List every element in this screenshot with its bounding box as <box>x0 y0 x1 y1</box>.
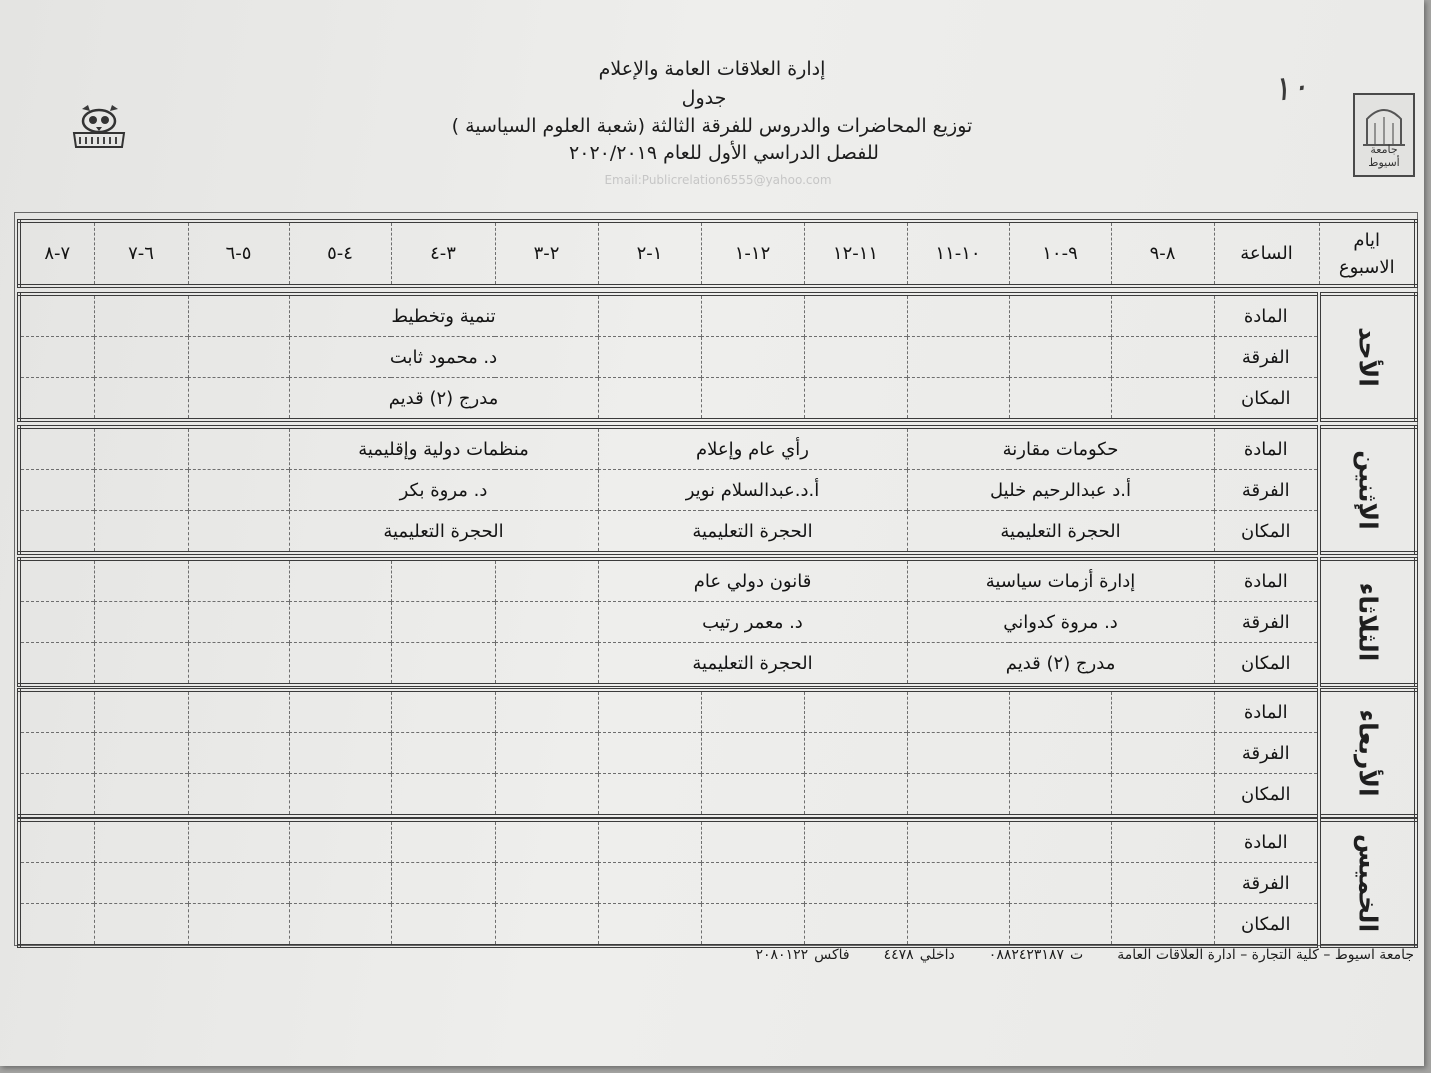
empty-slot-cell <box>598 863 701 904</box>
empty-slot-cell <box>598 820 701 863</box>
schedule-subtitle: توزيع المحاضرات والدروس للفرقة الثالثة (شعبة العلوم السياسية ) <box>451 115 973 137</box>
empty-slot-cell <box>188 337 289 378</box>
empty-slot-cell <box>19 559 94 602</box>
empty-slot-cell <box>907 820 1009 863</box>
footer-fax <box>756 947 850 963</box>
empty-slot-cell <box>94 820 188 863</box>
empty-slot-cell <box>289 559 391 602</box>
empty-slot-cell <box>188 470 289 511</box>
row-label-subject: المادة <box>1214 820 1319 863</box>
empty-slot-cell <box>94 337 188 378</box>
empty-slot-cell <box>804 690 907 733</box>
footer-extension <box>884 947 955 963</box>
row-place <box>19 511 1416 554</box>
empty-slot-cell <box>701 863 804 904</box>
empty-slot-cell <box>1009 294 1111 337</box>
session-place: الحجرة التعليمية <box>598 511 907 554</box>
empty-slot-cell <box>1009 337 1111 378</box>
empty-slot-cell <box>495 863 598 904</box>
day-block <box>17 688 1418 818</box>
session-place: الحجرة التعليمية <box>289 511 598 554</box>
empty-slot-cell <box>94 511 188 554</box>
row-subject <box>19 690 1416 733</box>
row-label-place: المكان <box>1214 378 1319 421</box>
empty-slot-cell <box>188 863 289 904</box>
day-name: الإثنين <box>1353 450 1383 530</box>
empty-slot-cell <box>1111 690 1214 733</box>
session-place: الحجرة التعليمية <box>907 511 1214 554</box>
empty-slot-cell <box>188 904 289 947</box>
empty-slot-cell <box>391 559 495 602</box>
empty-slot-cell <box>598 690 701 733</box>
empty-slot-cell <box>701 337 804 378</box>
row-lecturer <box>19 602 1416 643</box>
session-lecturer: د. مروة كدواني <box>907 602 1214 643</box>
session-subject: قانون دولي عام <box>598 559 907 602</box>
row-label-place: المكان <box>1214 643 1319 686</box>
row-label-lecturer: الفرقة <box>1214 733 1319 774</box>
day-name: الثلاثاء <box>1353 582 1383 662</box>
empty-slot-cell <box>94 294 188 337</box>
university-logo-text: جامعة أسيوط <box>1368 143 1400 169</box>
session-lecturer: د. معمر رتيب <box>598 602 907 643</box>
row-label-subject: المادة <box>1214 559 1319 602</box>
empty-slot-cell <box>188 820 289 863</box>
day-block <box>17 292 1418 422</box>
row-lecturer <box>19 733 1416 774</box>
empty-slot-cell <box>289 863 391 904</box>
empty-slot-cell <box>188 774 289 817</box>
footer-extension-label: داخلي <box>919 947 955 963</box>
row-place <box>19 904 1416 947</box>
empty-slot-cell <box>188 733 289 774</box>
empty-slot-cell <box>94 904 188 947</box>
row-label-lecturer: الفرقة <box>1214 337 1319 378</box>
row-subject <box>19 559 1416 602</box>
empty-slot-cell <box>598 904 701 947</box>
empty-slot-cell <box>289 733 391 774</box>
hour-column-header: الساعة <box>1214 221 1319 286</box>
empty-slot-cell <box>391 602 495 643</box>
empty-slot-cell <box>495 733 598 774</box>
empty-slot-cell <box>94 774 188 817</box>
empty-slot-cell <box>701 378 804 421</box>
empty-slot-cell <box>289 820 391 863</box>
time-slot-header: ١٢-١ <box>701 221 804 286</box>
footer-extension-number: ٤٤٧٨ <box>883 947 914 963</box>
empty-slot-cell <box>1009 820 1111 863</box>
empty-slot-cell <box>1009 733 1111 774</box>
row-label-subject: المادة <box>1214 427 1319 470</box>
empty-slot-cell <box>19 427 94 470</box>
empty-slot-cell <box>804 733 907 774</box>
row-subject <box>19 820 1416 863</box>
empty-slot-cell <box>391 863 495 904</box>
empty-slot-cell <box>94 470 188 511</box>
row-place <box>19 378 1416 421</box>
session-subject: تنمية وتخطيط <box>289 294 598 337</box>
empty-slot-cell <box>1009 863 1111 904</box>
empty-slot-cell <box>391 820 495 863</box>
row-subject <box>19 294 1416 337</box>
empty-slot-cell <box>391 774 495 817</box>
empty-slot-cell <box>1111 294 1214 337</box>
row-label-place: المكان <box>1214 774 1319 817</box>
empty-slot-cell <box>289 774 391 817</box>
day-block <box>17 557 1418 687</box>
time-slot-header: ٨-٩ <box>1111 221 1214 286</box>
empty-slot-cell <box>907 378 1009 421</box>
session-lecturer: د. مروة بكر <box>289 470 598 511</box>
empty-slot-cell <box>804 904 907 947</box>
academic-term: للفصل الدراسي الأول للعام ٢٠٢٠/٢٠١٩ <box>569 142 879 164</box>
day-cell <box>1319 294 1416 420</box>
day-cell <box>1319 559 1416 685</box>
days-column-header: ايام الاسبوع <box>1319 221 1416 286</box>
session-place: مدرج (٢) قديم <box>289 378 598 421</box>
day-cell <box>1319 427 1416 553</box>
empty-slot-cell <box>701 774 804 817</box>
empty-slot-cell <box>598 294 701 337</box>
session-subject: إدارة أزمات سياسية <box>907 559 1214 602</box>
empty-slot-cell <box>701 690 804 733</box>
department-title: إدارة العلاقات العامة والإعلام <box>598 58 826 80</box>
empty-slot-cell <box>19 470 94 511</box>
row-lecturer <box>19 337 1416 378</box>
empty-slot-cell <box>19 378 94 421</box>
session-place: الحجرة التعليمية <box>598 643 907 686</box>
empty-slot-cell <box>907 690 1009 733</box>
empty-slot-cell <box>1009 690 1111 733</box>
footer-fax-label: فاكس <box>814 947 850 963</box>
time-slot-header: ٤-٥ <box>289 221 391 286</box>
empty-slot-cell <box>804 294 907 337</box>
empty-slot-cell <box>907 904 1009 947</box>
empty-slot-cell <box>1111 378 1214 421</box>
empty-slot-cell <box>1111 774 1214 817</box>
day-name: الأربعاء <box>1353 709 1382 797</box>
footer-phone <box>989 947 1083 963</box>
session-subject: منظمات دولية وإقليمية <box>289 427 598 470</box>
empty-slot-cell <box>1111 337 1214 378</box>
empty-slot-cell <box>188 511 289 554</box>
handwritten-page-mark: ١٠ <box>1269 65 1312 111</box>
empty-slot-cell <box>19 733 94 774</box>
empty-slot-cell <box>804 863 907 904</box>
row-label-lecturer: الفرقة <box>1214 470 1319 511</box>
empty-slot-cell <box>188 378 289 421</box>
session-place: مدرج (٢) قديم <box>907 643 1214 686</box>
empty-slot-cell <box>19 643 94 686</box>
empty-slot-cell <box>907 733 1009 774</box>
empty-slot-cell <box>94 643 188 686</box>
empty-slot-cell <box>94 559 188 602</box>
empty-slot-cell <box>188 427 289 470</box>
day-cell <box>1319 820 1416 946</box>
empty-slot-cell <box>804 337 907 378</box>
row-label-subject: المادة <box>1214 690 1319 733</box>
empty-slot-cell <box>1009 904 1111 947</box>
empty-slot-cell <box>289 602 391 643</box>
schedule-table <box>14 212 1418 946</box>
empty-slot-cell <box>289 690 391 733</box>
empty-slot-cell <box>598 733 701 774</box>
empty-slot-cell <box>19 337 94 378</box>
day-block <box>17 425 1418 555</box>
empty-slot-cell <box>701 820 804 863</box>
time-slot-header: ٦-٧ <box>94 221 188 286</box>
empty-slot-cell <box>94 863 188 904</box>
empty-slot-cell <box>1111 904 1214 947</box>
empty-slot-cell <box>804 774 907 817</box>
day-cell <box>1319 690 1416 816</box>
footer-organization: جامعة اسيوط – كلية التجارة – ادارة العلاقات العامة <box>1117 947 1414 963</box>
empty-slot-cell <box>907 294 1009 337</box>
empty-slot-cell <box>19 294 94 337</box>
empty-slot-cell <box>1111 733 1214 774</box>
empty-slot-cell <box>701 294 804 337</box>
empty-slot-cell <box>94 602 188 643</box>
session-lecturer: أ.د.عبدالسلام نوير <box>598 470 907 511</box>
empty-slot-cell <box>495 690 598 733</box>
footer-phone-label: ت <box>1070 947 1084 963</box>
row-place <box>19 774 1416 817</box>
time-slot-header: ١٠-١١ <box>907 221 1009 286</box>
empty-slot-cell <box>391 904 495 947</box>
document-type: جدول <box>681 87 727 109</box>
row-label-place: المكان <box>1214 904 1319 947</box>
session-subject: رأي عام وإعلام <box>598 427 907 470</box>
empty-slot-cell <box>19 904 94 947</box>
empty-slot-cell <box>188 559 289 602</box>
day-block <box>17 818 1418 948</box>
empty-slot-cell <box>188 294 289 337</box>
empty-slot-cell <box>1009 774 1111 817</box>
empty-slot-cell <box>495 820 598 863</box>
empty-slot-cell <box>391 690 495 733</box>
empty-slot-cell <box>289 643 391 686</box>
empty-slot-cell <box>19 511 94 554</box>
empty-slot-cell <box>495 774 598 817</box>
empty-slot-cell <box>598 378 701 421</box>
empty-slot-cell <box>598 774 701 817</box>
empty-slot-cell <box>495 643 598 686</box>
empty-slot-cell <box>804 820 907 863</box>
footer-contact <box>756 947 1415 963</box>
schedule-header-block <box>17 219 1418 288</box>
row-subject <box>19 427 1416 470</box>
empty-slot-cell <box>701 904 804 947</box>
row-place <box>19 643 1416 686</box>
contact-email: Email:Publicrelation6555@yahoo.com <box>604 173 832 187</box>
empty-slot-cell <box>94 733 188 774</box>
empty-slot-cell <box>188 690 289 733</box>
day-name: الأحد <box>1353 327 1383 387</box>
empty-slot-cell <box>907 774 1009 817</box>
empty-slot-cell <box>19 774 94 817</box>
empty-slot-cell <box>94 378 188 421</box>
session-lecturer: د. محمود ثابت <box>289 337 598 378</box>
empty-slot-cell <box>94 690 188 733</box>
footer-phone-number: ٠٨٨٢٤٢٣١٨٧ <box>988 947 1064 963</box>
day-name: الخميس <box>1353 833 1382 933</box>
time-slot-header: ٢-٣ <box>495 221 598 286</box>
row-lecturer <box>19 470 1416 511</box>
empty-slot-cell <box>19 602 94 643</box>
empty-slot-cell <box>1111 863 1214 904</box>
empty-slot-cell <box>188 602 289 643</box>
empty-slot-cell <box>94 427 188 470</box>
empty-slot-cell <box>907 337 1009 378</box>
empty-slot-cell <box>1009 378 1111 421</box>
empty-slot-cell <box>188 643 289 686</box>
footer-fax-number: ٢٠٨٠١٢٢ <box>755 947 809 963</box>
empty-slot-cell <box>1111 820 1214 863</box>
time-slot-header: ٣-٤ <box>391 221 495 286</box>
time-slot-header: ١-٢ <box>598 221 701 286</box>
session-subject: حكومات مقارنة <box>907 427 1214 470</box>
row-label-place: المكان <box>1214 511 1319 554</box>
empty-slot-cell <box>19 690 94 733</box>
time-slot-header: ٩-١٠ <box>1009 221 1111 286</box>
empty-slot-cell <box>598 337 701 378</box>
time-slot-header: ٥-٦ <box>188 221 289 286</box>
empty-slot-cell <box>495 559 598 602</box>
empty-slot-cell <box>19 863 94 904</box>
empty-slot-cell <box>495 904 598 947</box>
schedule-header-row <box>19 221 1416 286</box>
row-label-lecturer: الفرقة <box>1214 863 1319 904</box>
empty-slot-cell <box>907 863 1009 904</box>
time-slot-header: ١١-١٢ <box>804 221 907 286</box>
empty-slot-cell <box>495 602 598 643</box>
empty-slot-cell <box>701 733 804 774</box>
row-label-lecturer: الفرقة <box>1214 602 1319 643</box>
empty-slot-cell <box>391 643 495 686</box>
time-slot-header: ٧-٨ <box>19 221 94 286</box>
row-label-subject: المادة <box>1214 294 1319 337</box>
empty-slot-cell <box>19 820 94 863</box>
row-lecturer <box>19 863 1416 904</box>
empty-slot-cell <box>391 733 495 774</box>
empty-slot-cell <box>804 378 907 421</box>
empty-slot-cell <box>289 904 391 947</box>
session-lecturer: أ.د عبدالرحيم خليل <box>907 470 1214 511</box>
